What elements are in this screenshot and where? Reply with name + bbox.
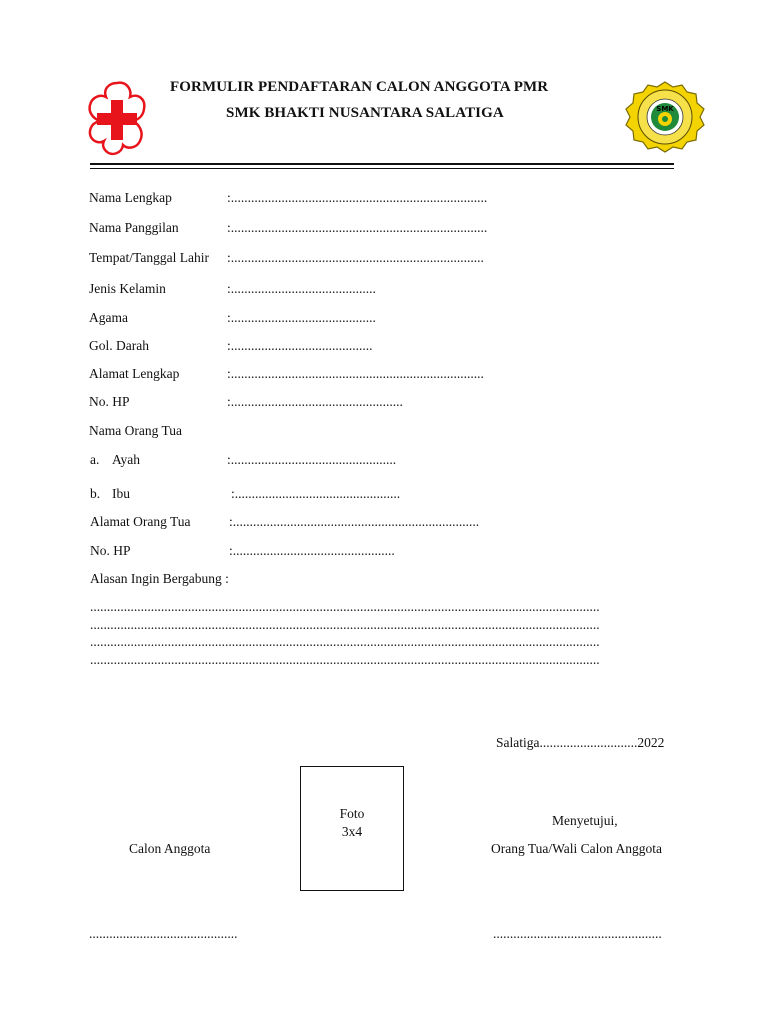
header-divider-thick	[90, 163, 674, 165]
applicant-signature-line: ............................................	[89, 926, 238, 941]
field-label: Ayah	[112, 452, 141, 467]
reason-line: .......................................................................................................................................................	[90, 652, 600, 667]
field-label: No. HP	[90, 543, 131, 558]
field-fill-line: :...................................................	[227, 394, 403, 409]
field-label: Agama	[89, 310, 128, 325]
field-fill-line: :.................................................	[231, 486, 401, 501]
field-fill-line: :............................................................................	[227, 190, 488, 205]
reason-line: .......................................................................................................................................................	[90, 617, 600, 632]
field-fill-line: :............................................................................	[227, 220, 488, 235]
field-fill-line: :.................................................	[227, 452, 397, 467]
list-marker: b.	[90, 486, 101, 501]
photo-size: 3x4	[341, 824, 363, 839]
school-emblem-text: SMK	[656, 105, 674, 113]
reason-line: .......................................................................................................................................................	[90, 599, 600, 614]
field-label: Jenis Kelamin	[89, 281, 166, 296]
field-label: Nama Orang Tua	[89, 423, 182, 438]
field-label: Tempat/Tanggal Lahir	[89, 250, 209, 265]
form-title: FORMULIR PENDAFTARAN CALON ANGGOTA PMR	[170, 79, 549, 95]
field-fill-line: :.........................................................................	[229, 514, 480, 529]
field-fill-line: :..........................................	[227, 338, 373, 353]
field-fill-line: :...........................................	[227, 310, 376, 325]
field-label: No. HP	[89, 394, 130, 409]
applicant-role: Calon Anggota	[129, 841, 211, 856]
list-marker: a.	[90, 452, 100, 467]
field-label: Alamat Lengkap	[89, 366, 180, 381]
field-label: Nama Panggilan	[89, 220, 179, 235]
approval-text: Menyetujui,	[552, 813, 618, 828]
header-divider-thin	[90, 168, 674, 169]
guardian-signature-line: ..................................................	[493, 926, 662, 941]
field-label: Alamat Orang Tua	[90, 514, 191, 529]
place-date: Salatiga.............................2022	[496, 735, 665, 750]
field-fill-line: :................................................	[229, 543, 395, 558]
field-label: Ibu	[112, 486, 130, 501]
field-label: Nama Lengkap	[89, 190, 172, 205]
school-emblem	[624, 80, 706, 154]
field-fill-line: :...........................................................................	[227, 250, 484, 265]
reason-label: Alasan Ingin Bergabung :	[90, 571, 229, 586]
photo-box	[300, 766, 404, 891]
field-label: Gol. Darah	[89, 338, 149, 353]
photo-label: Foto	[339, 806, 365, 821]
guardian-role: Orang Tua/Wali Calon Anggota	[491, 841, 663, 856]
field-fill-line: :...........................................	[227, 281, 376, 296]
red-cross-logo	[86, 79, 148, 159]
reason-line: .......................................................................................................................................................	[90, 634, 600, 649]
school-name: SMK BHAKTI NUSANTARA SALATIGA	[226, 105, 504, 121]
field-fill-line: :...........................................................................	[227, 366, 484, 381]
